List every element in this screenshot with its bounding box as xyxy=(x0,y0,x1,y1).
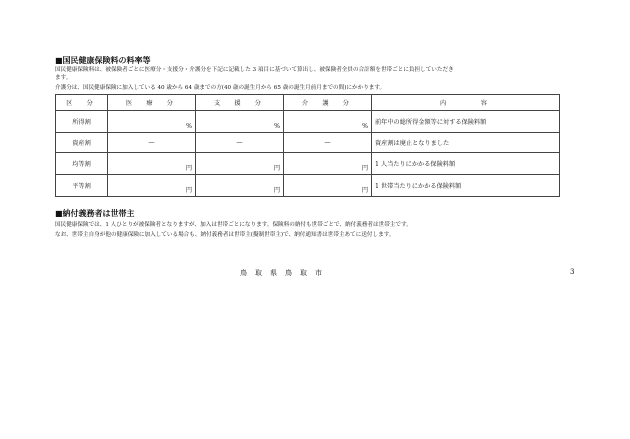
rates-paragraph-line2: ます。 xyxy=(55,75,72,81)
header-category: 区 分 xyxy=(56,95,108,111)
header-shien: 支 援 分 xyxy=(196,95,284,111)
kaigo-note: 介護分は、国民健康保険に加入している 40 歳から 64 歳までの方(40 歳の誕生月から 65 歳の誕生月前月までの間)にかかります。 xyxy=(55,85,386,91)
header-kaigo: 介 護 分 xyxy=(284,95,372,111)
cell-shien: % xyxy=(196,111,284,133)
table-header-row xyxy=(56,95,560,111)
table-row xyxy=(56,153,560,175)
cell-shien: — xyxy=(196,133,284,153)
row-label: 均等割 xyxy=(56,153,108,175)
rates-paragraph-line1: 国民健康保険料は、被保険者ごとに医療分・支援分・介護分を下記に記載した 3 項目に基づいて算出し、被保険者全員の合計額を世帯ごとに負担していただき xyxy=(55,67,454,73)
cell-kaigo: 円 xyxy=(284,175,372,197)
cell-iryo: % xyxy=(108,111,196,133)
header-description: 内 容 xyxy=(372,95,560,111)
rates-table xyxy=(55,94,560,197)
cell-description: 資産割は廃止となりました xyxy=(372,133,560,153)
row-label: 所得割 xyxy=(56,111,108,133)
row-label: 平等割 xyxy=(56,175,108,197)
section-heading-rates: ■国民健康保険料の料率等 xyxy=(55,55,151,65)
cell-shien: 円 xyxy=(196,153,284,175)
cell-iryo: 円 xyxy=(108,175,196,197)
cell-kaigo: % xyxy=(284,111,372,133)
cell-shien: 円 xyxy=(196,175,284,197)
cell-iryo: — xyxy=(108,133,196,153)
footer-city: 鳥取県鳥取市 xyxy=(240,269,330,277)
cell-description: 1 世帯当たりにかかる保険料額 xyxy=(372,175,560,197)
payer-paragraph-line2: なお、世帯主自身が他の健康保険に加入している場合も、納付義務者は世帯主(擬制世帯主)で、納付通知書は世帯主あてに送付します。 xyxy=(55,232,395,238)
payer-paragraph-line1: 国民健康保険では、1 人ひとりが被保険者となりますが、加入は世帯ごとになります。保険料の納付も世帯ごとで、納付義務者は世帯主です。 xyxy=(55,222,412,228)
page-number: 3 xyxy=(570,268,575,276)
row-label: 資産割 xyxy=(56,133,108,153)
table-row xyxy=(56,175,560,197)
table-row xyxy=(56,111,560,133)
cell-iryo: 円 xyxy=(108,153,196,175)
cell-kaigo: 円 xyxy=(284,153,372,175)
header-iryo: 医 療 分 xyxy=(108,95,196,111)
section-heading-payer: ■納付義務者は世帯主 xyxy=(55,208,135,218)
cell-kaigo: — xyxy=(284,133,372,153)
table-row xyxy=(56,133,560,153)
cell-description: 前年中の総所得金額等に対する保険料額 xyxy=(372,111,560,133)
cell-description: 1 人当たりにかかる保険料額 xyxy=(372,153,560,175)
